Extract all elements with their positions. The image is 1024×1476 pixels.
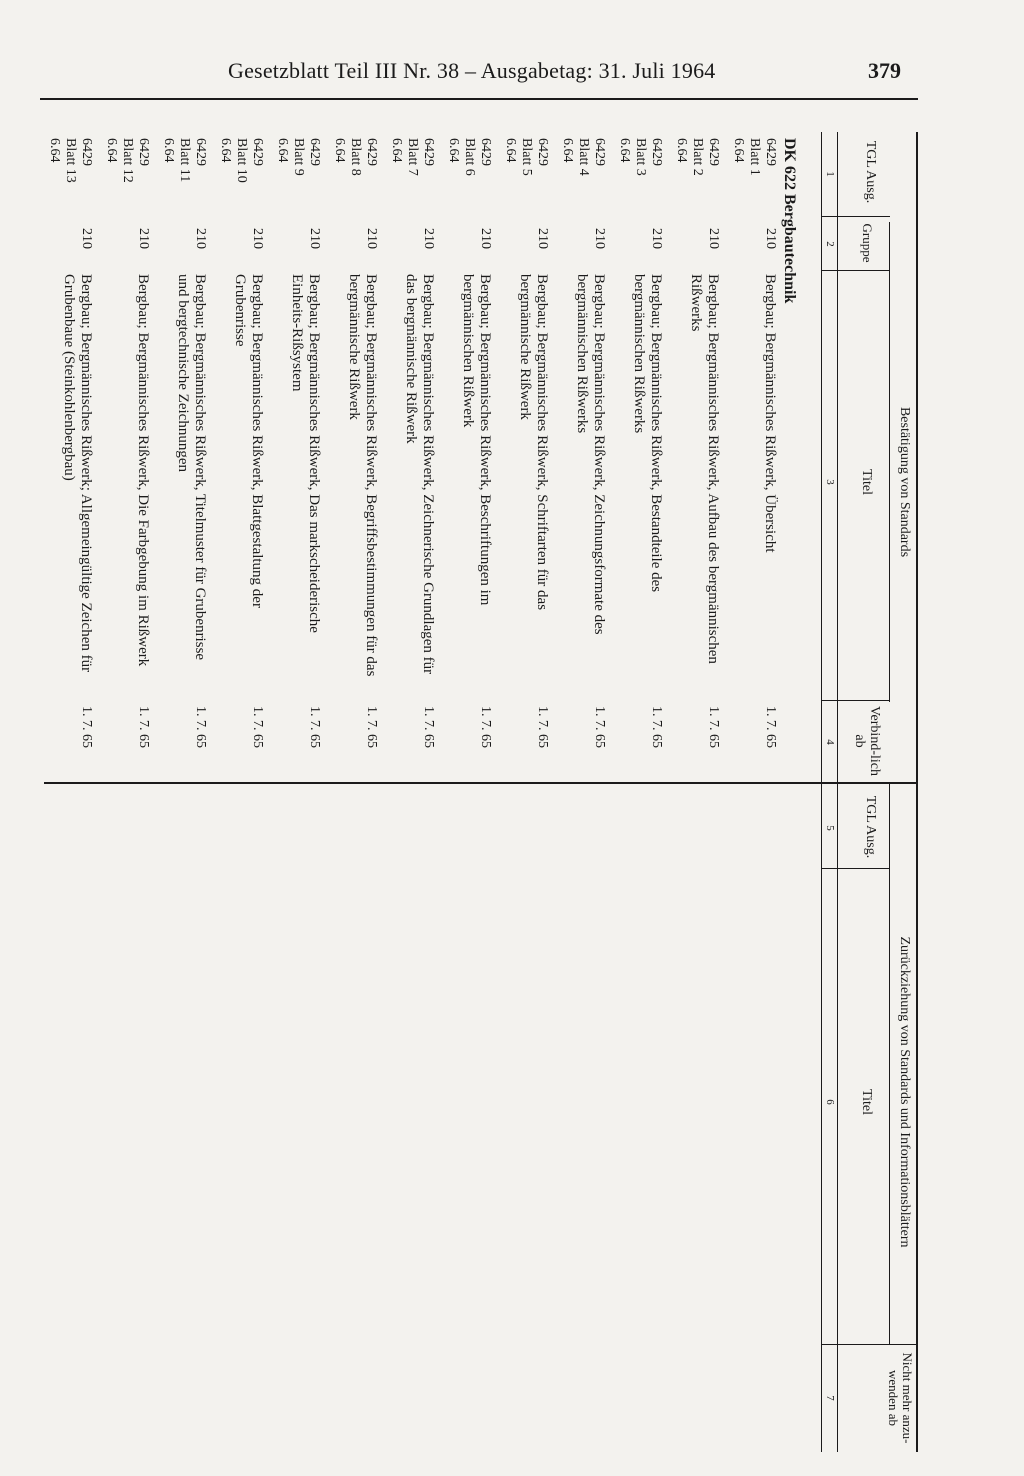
page-number: 379: [868, 58, 901, 83]
title-cell: Bergbau; Bergmännisches Rißwerk, Bestandteile des bergmännischen Rißwerks: [630, 274, 664, 593]
date-cell: 1. 7. 65: [193, 706, 208, 748]
tgl-number: 6429: [307, 138, 322, 166]
tgl-number: 6429: [79, 138, 94, 166]
table-row: [551, 132, 607, 772]
tgl-blatt: Blatt 12: [119, 138, 135, 183]
table-row: [608, 132, 664, 772]
gruppe-cell: 210: [478, 228, 493, 249]
tgl-number: 6429: [649, 138, 664, 166]
col-sep-2: [822, 270, 890, 271]
page-header: Gesetzblatt Teil III Nr. 38 – Ausgabetag: 31. Juli 1964: [228, 58, 716, 83]
tgl-number: 6429: [706, 138, 721, 166]
tgl-cell: [445, 138, 493, 198]
title-cell: Bergbau; Bergmännisches Rißwerk, Beschriftungen im bergmännischen Rißwerk: [459, 274, 493, 606]
table-row: [95, 132, 151, 772]
gruppe-cell: 210: [250, 228, 265, 249]
title-cell: Bergbau; Bergmännisches Rißwerk, Zeichnungsformate des bergmännischen Rißwerks: [573, 274, 607, 635]
tgl-number: 6429: [136, 138, 151, 166]
left-caption-rule: [889, 222, 890, 702]
tgl-ausgabe: 6.64: [673, 138, 689, 163]
tgl-cell: [103, 138, 151, 198]
colnum-4: 4: [824, 739, 836, 745]
date-cell: 1. 7. 65: [364, 706, 379, 748]
tgl-cell: [616, 138, 664, 198]
tgl-cell: [217, 138, 265, 198]
tgl-ausgabe: 6.64: [217, 138, 233, 163]
table-row: [722, 132, 778, 772]
tgl-blatt: Blatt 7: [404, 138, 420, 176]
col-titel-header: Titel: [859, 469, 874, 495]
tgl-blatt: Blatt 13: [62, 138, 78, 183]
title-cell: Bergbau; Bergmännisches Rißwerk, Blattgestaltung der Grubenrisse: [231, 274, 265, 608]
tgl-blatt: Blatt 11: [176, 138, 192, 183]
tgl-cell: [559, 138, 607, 198]
gruppe-cell: 210: [364, 228, 379, 249]
tgl-cell: [331, 138, 379, 198]
date-cell: 1. 7. 65: [79, 706, 94, 748]
gruppe-cell: 210: [136, 228, 151, 249]
gruppe-cell: 210: [535, 228, 550, 249]
tgl-cell: [274, 138, 322, 198]
tgl-number: 6429: [763, 138, 778, 166]
colnum-bottom-rule: [821, 132, 822, 1452]
colnum-1: 1: [824, 171, 836, 177]
col-sep-5: [822, 1344, 918, 1345]
date-cell: 1. 7. 65: [592, 706, 607, 748]
table-row: [209, 132, 265, 772]
tgl-number: 6429: [364, 138, 379, 166]
gruppe-cell: 210: [307, 228, 322, 249]
table-row: [437, 132, 493, 772]
tgl-cell: [46, 138, 94, 198]
tgl-number: 6429: [535, 138, 550, 166]
col-sep-1: [822, 216, 890, 217]
tgl-ausgabe: 6.64: [331, 138, 347, 163]
date-cell: 1. 7. 65: [421, 706, 436, 748]
tgl-number: 6429: [421, 138, 436, 166]
table-row: [494, 132, 550, 772]
col-sep-4: [822, 868, 890, 869]
tgl-blatt: Blatt 6: [461, 138, 477, 176]
gruppe-cell: 210: [592, 228, 607, 249]
gruppe-cell: 210: [79, 228, 94, 249]
tgl-cell: [160, 138, 208, 198]
tgl-number: 6429: [250, 138, 265, 166]
table-row: [38, 132, 94, 772]
tgl-number: 6429: [592, 138, 607, 166]
col-gruppe-header: Gruppe: [860, 223, 875, 263]
tgl-blatt: Blatt 2: [689, 138, 705, 176]
colnum-7: 7: [824, 1395, 836, 1401]
date-cell: 1. 7. 65: [250, 706, 265, 748]
gruppe-cell: 210: [763, 228, 778, 249]
tgl-ausgabe: 6.64: [160, 138, 176, 163]
colnum-5: 5: [824, 825, 836, 831]
gruppe-cell: 210: [706, 228, 721, 249]
tgl-cell: [502, 138, 550, 198]
table-row: [380, 132, 436, 772]
col-sep-3: [822, 700, 890, 701]
col-tgl-header: TGL Ausg.: [863, 140, 878, 204]
tgl-blatt: Blatt 10: [233, 138, 249, 183]
col-verbindlich-header: Verbind-lich ab: [851, 706, 882, 776]
colnum-2: 2: [824, 241, 836, 247]
date-cell: 1. 7. 65: [478, 706, 493, 748]
table-row: [323, 132, 379, 772]
tgl-blatt: Blatt 3: [632, 138, 648, 176]
title-cell: Bergbau; Bergmännisches Rißwerk, Die Farbgebung im Rißwerk: [135, 274, 151, 667]
tgl-ausgabe: 6.64: [730, 138, 746, 163]
tgl-ausgabe: 6.64: [46, 138, 62, 163]
rotated-table: [44, 132, 918, 1452]
title-cell: Bergbau; Bergmännisches Rißwerk; Allgemeingültige Zeichen für Grubenbaue (Steinkohlenbergbau): [60, 274, 94, 673]
tgl-ausgabe: 6.64: [616, 138, 632, 163]
title-cell: Bergbau; Bergmännisches Rißwerk, Übersicht: [762, 274, 778, 553]
tgl-cell: [388, 138, 436, 198]
title-cell: Bergbau; Bergmännisches Rißwerk, Zeichnerische Grundlagen für das bergmännische Rißwerk: [402, 274, 436, 675]
title-cell: Bergbau; Bergmännisches Rißwerk, Titelmuster für Grubenrisse und bergtechnische Zeichnungen: [174, 274, 208, 661]
section-heading: DK 622 Bergbautechnik: [781, 138, 798, 304]
date-cell: 1. 7. 65: [649, 706, 664, 748]
date-cell: 1. 7. 65: [136, 706, 151, 748]
right-col-tgl-header: TGL Ausg.: [863, 795, 878, 859]
table-top-rule: [916, 132, 918, 1452]
colnum-6: 6: [824, 1099, 836, 1105]
tgl-number: 6429: [478, 138, 493, 166]
tgl-blatt: Blatt 5: [518, 138, 534, 176]
tgl-cell: [673, 138, 721, 198]
date-cell: 1. 7. 65: [307, 706, 322, 748]
table-row: [152, 132, 208, 772]
right-col-nichtmehr-header: Nicht mehr anzu-wenden ab: [885, 1352, 915, 1444]
right-col-titel-header: Titel: [859, 1089, 874, 1115]
tgl-number: 6429: [193, 138, 208, 166]
table-row: [665, 132, 721, 772]
date-cell: 1. 7. 65: [535, 706, 550, 748]
date-cell: 1. 7. 65: [706, 706, 721, 748]
table-divider: [44, 782, 918, 784]
tgl-ausgabe: 6.64: [559, 138, 575, 163]
date-cell: 1. 7. 65: [763, 706, 778, 748]
left-caption: Bestätigung von Standards: [897, 406, 912, 558]
gruppe-cell: 210: [193, 228, 208, 249]
tgl-ausgabe: 6.64: [274, 138, 290, 163]
gruppe-cell: 210: [649, 228, 664, 249]
tgl-blatt: Blatt 8: [347, 138, 363, 176]
tgl-blatt: Blatt 9: [290, 138, 306, 176]
tgl-ausgabe: 6.64: [388, 138, 404, 163]
tgl-ausgabe: 6.64: [502, 138, 518, 163]
table-row: [266, 132, 322, 772]
tgl-ausgabe: 6.64: [103, 138, 119, 163]
title-cell: Bergbau; Bergmännisches Rißwerk, Schriftarten für das bergmännische Rißwerk: [516, 274, 550, 611]
colnum-3: 3: [824, 479, 836, 485]
tgl-cell: [730, 138, 778, 198]
right-caption: Zurückziehung von Standards und Informationsblättern: [897, 936, 912, 1248]
header-bottom-rule: [837, 132, 838, 1452]
title-cell: Bergbau; Bergmännisches Rißwerk, Begriffsbestimmungen für das bergmännische Rißwerk: [345, 274, 379, 677]
title-cell: Bergbau; Bergmännisches Rißwerk, Aufbau des bergmännischen Rißwerks: [687, 274, 721, 664]
tgl-blatt: Blatt 4: [575, 138, 591, 176]
tgl-blatt: Blatt 1: [746, 138, 762, 176]
title-cell: Bergbau; Bergmännisches Rißwerk, Das markscheiderische Einheits-Rißsystem: [288, 274, 322, 633]
tgl-ausgabe: 6.64: [445, 138, 461, 163]
header-rule: [40, 98, 918, 100]
gruppe-cell: 210: [421, 228, 436, 249]
